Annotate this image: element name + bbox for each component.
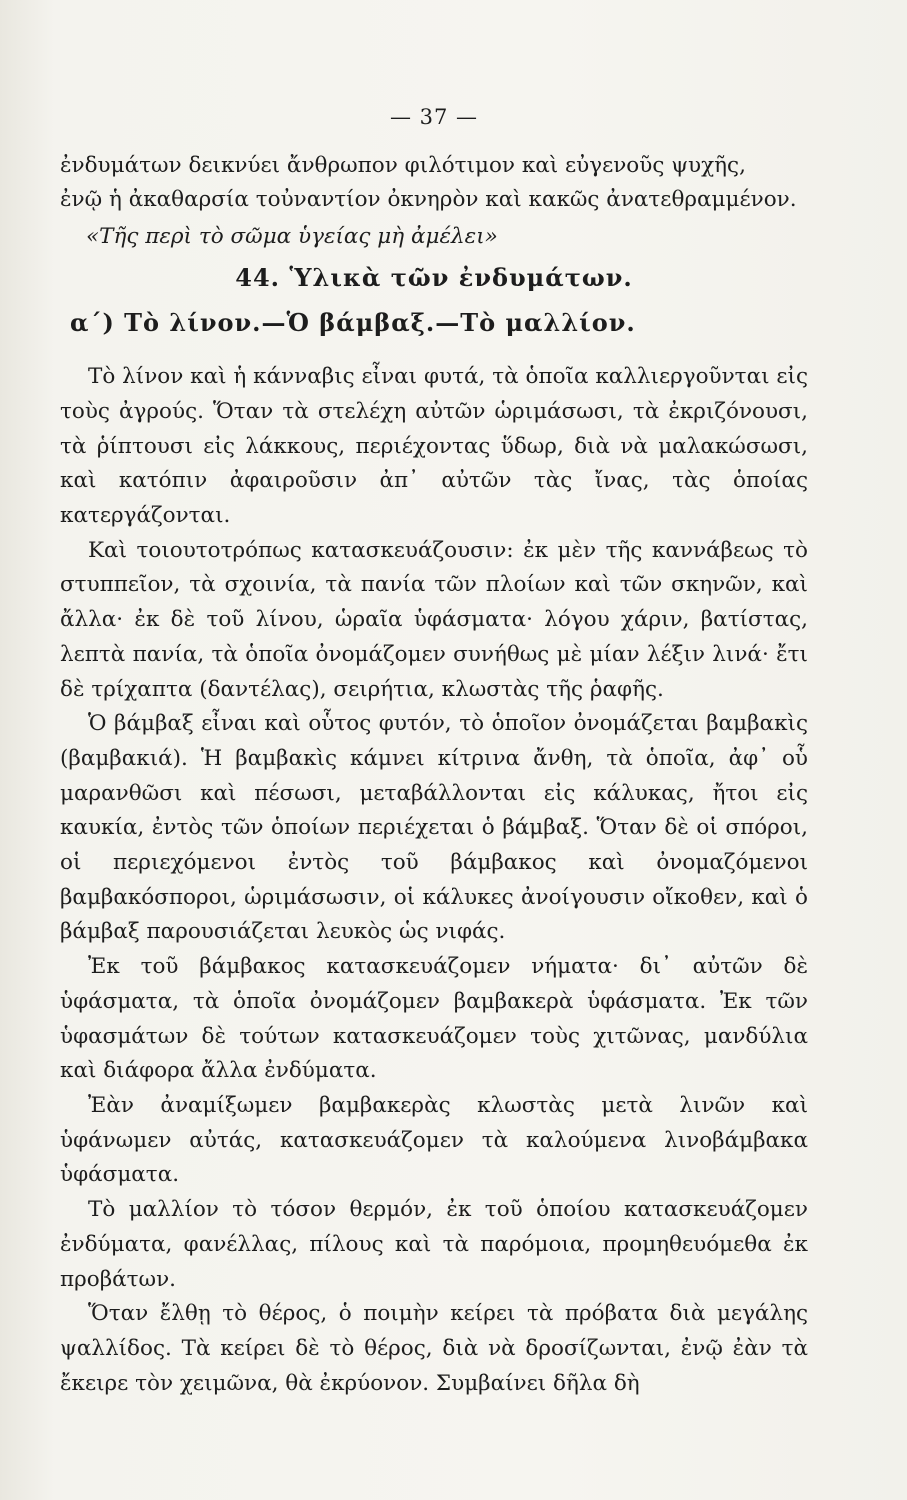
section-heading: 44. Ὑλικὰ τῶν ἐνδυμάτων. — [235, 262, 633, 292]
intro-line: ἐνῷ ἡ ἀκαθαρσία τοὐναντίον ὀκνηρὸν καὶ κακῶς ἀνατεθραμμένον. — [60, 187, 797, 213]
quote: «Τῆς περὶ τὸ σῶμα ὑγείας μὴ ἀμέλει» — [86, 224, 498, 250]
page-number: — 37 — — [389, 105, 479, 129]
section-subheading: α΄) Τὸ λίνον.—Ὁ βάμβαξ.—Τὸ μαλλίον. — [70, 307, 636, 337]
paragraph: Τὸ λίνον καὶ ἡ κάνναβις εἶναι φυτά, τὰ ὁποῖα καλλιεργοῦνται εἰς τοὺς ἀγρούς. Ὅταν τὰ στελέχη αὐτῶν ὡριμάσωσι, τὰ ἐκριζόνουσι, τὰ ῥίπτουσι εἰς λάκκους, περιέχοντας ὕδωρ, διὰ νὰ μαλακώσωσι, καὶ κατόπιν ἀφαιροῦσιν ἀπ᾽ αὐτῶν τὰς ἴνας, τὰς ὁποίας κατεργάζονται. — [60, 364, 808, 529]
paragraph: Ἐκ τοῦ βάμβακος κατασκευάζομεν νήματα· δι᾽ αὐτῶν δὲ ὑφάσματα, τὰ ὁποῖα ὀνομάζομεν βαμβακερὰ ὑφάσματα. Ἐκ τῶν ὑφασμάτων δὲ τούτων κατασκευάζομεν τοὺς χιτῶνας, μανδύλια καὶ διάφορα ἄλλα ἐνδύματα. — [60, 954, 808, 1084]
paragraph: Ὅταν ἔλθῃ τὸ θέρος, ὁ ποιμὴν κείρει τὰ πρόβατα διὰ μεγάλης ψαλλίδος. Τὰ κείρει δὲ τὸ θέρος, διὰ νὰ δροσίζωνται, ἐνῷ ἐὰν τὰ ἔκειρε τὸν χειμῶνα, θὰ ἐκρύονον. Συμβαίνει δῆλα δὴ — [60, 1301, 808, 1396]
paragraph: Ὁ βάμβαξ εἶναι καὶ οὗτος φυτόν, τὸ ὁποῖον ὀνομάζεται βαμβακὶς (βαμβακιά). Ἡ βαμβακὶς κάμνει κίτρινα ἄνθη, τὰ ὁποῖα, ἀφ᾽ οὗ μαρανθῶσι καὶ πέσωσι, μεταβάλλονται εἰς κάλυκας, ἤτοι εἰς καυκία, ἐντὸς τῶν ὁποίων περιέχεται ὁ βάμβαξ. Ὅταν δὲ οἱ σπόροι, οἱ περιεχόμενοι ἐντὸς τοῦ βάμβακος καὶ ὀνομαζόμενοι βαμβακόσποροι, ὡριμάσωσιν, οἱ κάλυκες ἀνοίγουσιν οἴκοθεν, καὶ ὁ βάμβαξ παρουσιάζεται λευκὸς ὡς νιφάς. — [60, 711, 808, 945]
paragraph: Καὶ τοιουτοτρόπως κατασκευάζουσιν: ἐκ μὲν τῆς καννάβεως τὸ στυππεῖον, τὰ σχοινία, τὰ πανία τῶν πλοίων καὶ τῶν σκηνῶν, καὶ ἄλλα· ἐκ δὲ τοῦ λίνου, ὡραῖα ὑφάσματα· λόγου χάριν, βατίστας, λεπτὰ πανία, τὰ ὁποῖα ὀνομάζομεν συνήθως μὲ μίαν λέξιν λινά· ἔτι δὲ τρίχαπτα (δαντέλας), σειρήτια, κλωστὰς τῆς ῥαφῆς. — [60, 537, 808, 702]
paragraph: Τὸ μαλλίον τὸ τόσον θερμόν, ἐκ τοῦ ὁποίου κατασκευάζομεν ἐνδύματα, φανέλλας, πίλους καὶ τὰ παρόμοια, προμηθευόμεθα ἐκ προβάτων. — [60, 1197, 808, 1292]
intro-line: ἐνδυμάτων δεικνύει ἄνθρωπον φιλότιμον καὶ εὐγενοῦς ψυχῆς, — [60, 152, 746, 178]
page-text — [60, 100, 808, 1401]
paragraph: Ἐὰν ἀναμίξωμεν βαμβακερὰς κλωστὰς μετὰ λινῶν καὶ ὑφάνωμεν αὐτάς, κατασκευάζομεν τὰ καλούμενα λινοβάμβακα ὑφάσματα. — [60, 1092, 808, 1188]
